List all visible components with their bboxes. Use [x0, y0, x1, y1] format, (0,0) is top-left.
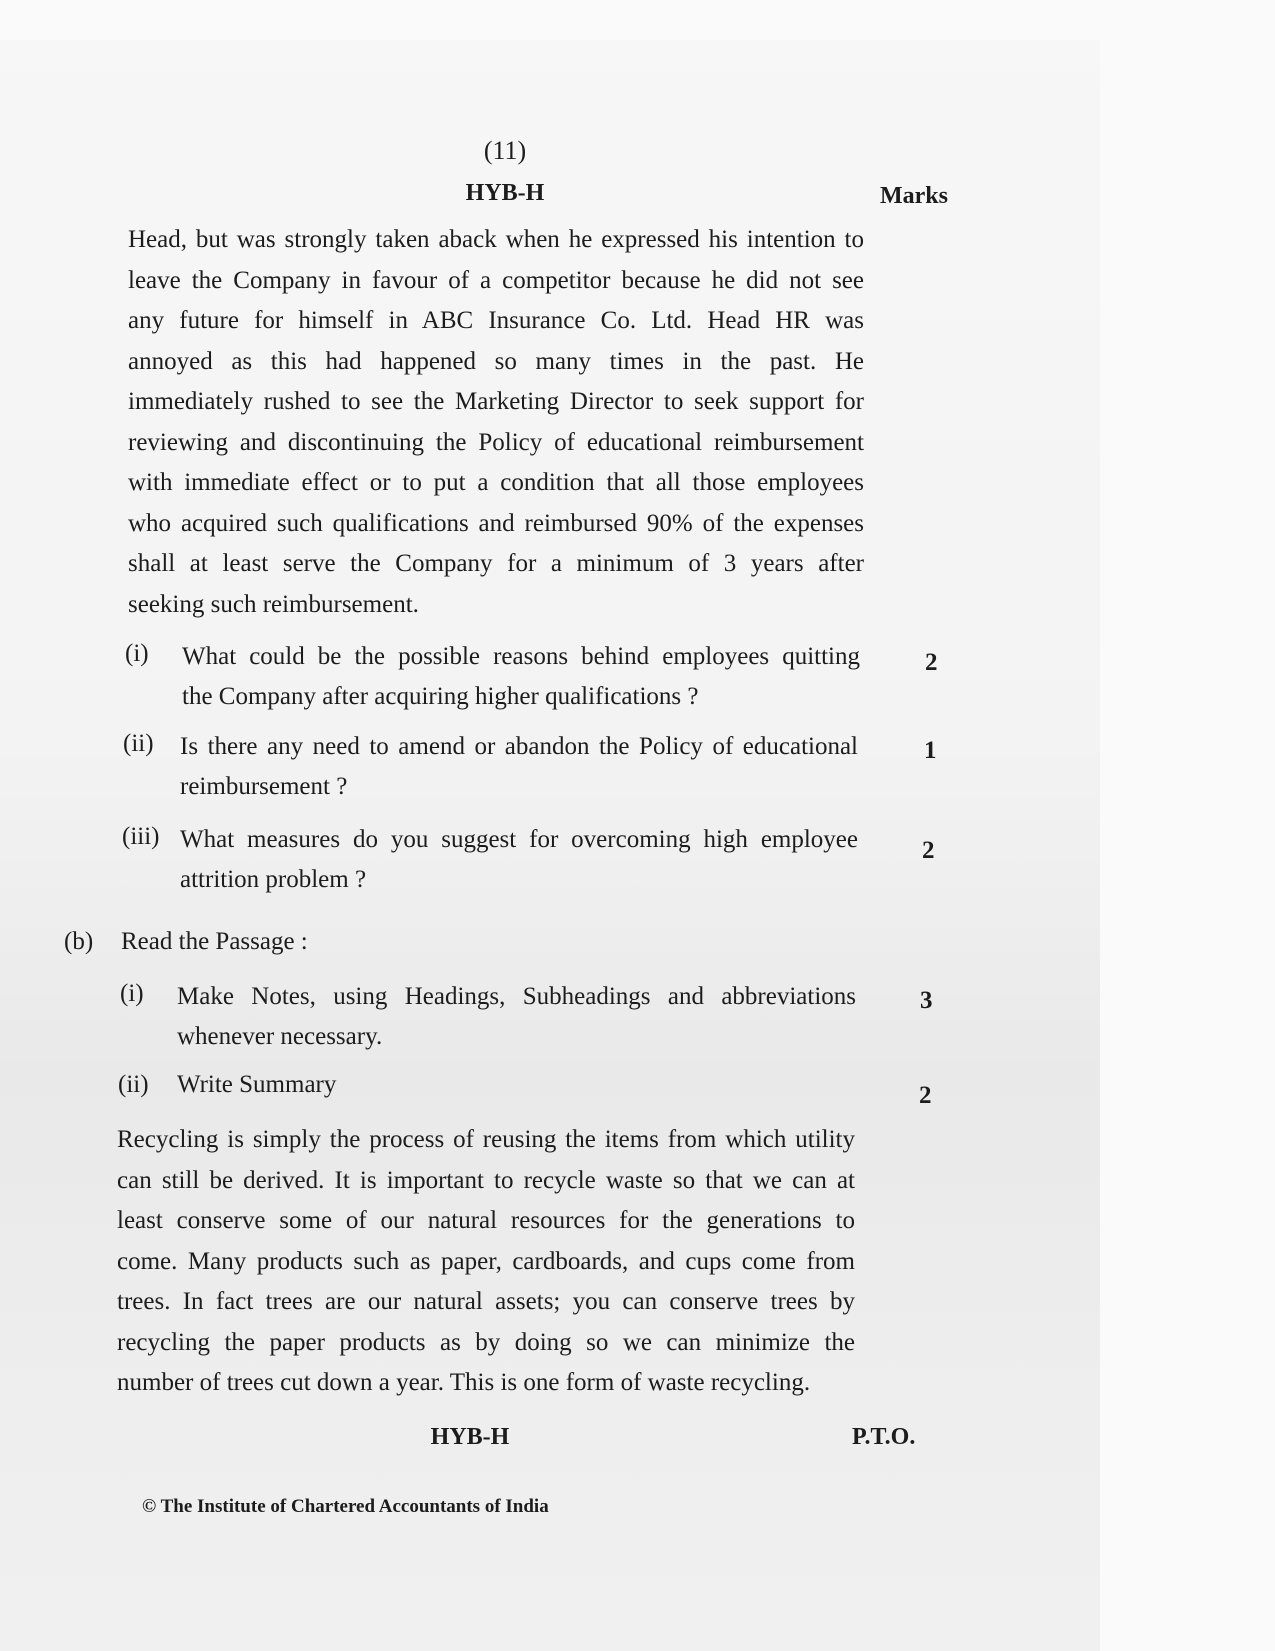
passage-line: can still be derived. It is important to recycle waste so that we can at	[117, 1166, 855, 1194]
question-number: (ii)	[118, 1071, 149, 1098]
case-passage	[128, 220, 864, 625]
recycling-passage	[117, 1120, 855, 1404]
passage-line: come. Many products such as paper, cardboards, and cups come from	[117, 1247, 855, 1275]
question-text: Make Notes, using Headings, Subheadings and abbreviations whenever necessary.	[177, 983, 856, 1050]
passage-line: any future for himself in ABC Insurance Co. Ltd. Head HR was	[128, 307, 864, 334]
question-marks: 3	[920, 987, 933, 1014]
question-text: What measures do you suggest for overcoming high employee attrition problem ?	[180, 826, 858, 893]
question-marks: 2	[922, 837, 935, 864]
question-text: Write Summary	[177, 1071, 337, 1098]
paper-code-footer: HYB-H	[430, 1424, 510, 1450]
page-number: (11)	[483, 136, 527, 165]
passage-line: reviewing and discontinuing the Policy of educational reimbursement	[128, 428, 864, 456]
scan-top-margin	[0, 0, 1275, 40]
question-number: (i)	[125, 640, 149, 667]
please-turn-over: P.T.O.	[852, 1424, 916, 1450]
question-number: (iii)	[122, 823, 160, 850]
question-number: (i)	[120, 980, 144, 1007]
part-label: (b)	[64, 928, 94, 955]
passage-line: Head, but was strongly taken aback when he expressed his intention to	[128, 226, 864, 253]
copyright-notice: © The Institute of Chartered Accountants of India	[142, 1496, 549, 1517]
question-text: What could be the possible reasons behind employees quitting the Company after acquiring higher qualifications ?	[182, 643, 860, 710]
passage-line: annoyed as this had happened so many times in the past. He	[128, 347, 864, 375]
passage-line: leave the Company in favour of a competitor because he did not see	[128, 266, 864, 294]
part-heading: Read the Passage :	[121, 928, 308, 955]
marks-column-label: Marks	[880, 183, 948, 209]
passage-line: least conserve some of our natural resources for the generations to	[117, 1207, 855, 1234]
question-text: Is there any need to amend or abandon the Policy of educational reimbursement ?	[180, 733, 858, 800]
question-marks: 2	[919, 1082, 932, 1109]
passage-line: seeking such reimbursement.	[128, 590, 419, 618]
paper-code-header: HYB-H	[465, 180, 545, 206]
passage-line: number of trees cut down a year. This is one form of waste recycling.	[117, 1369, 811, 1396]
question-number: (ii)	[123, 730, 154, 757]
passage-line: Recycling is simply the process of reusing the items from which utility	[117, 1126, 855, 1153]
passage-line: trees. In fact trees are our natural assets; you can conserve trees by	[117, 1288, 855, 1315]
question-marks: 1	[924, 737, 937, 764]
passage-line: with immediate effect or to put a condition that all those employees	[128, 469, 864, 496]
passage-line: who acquired such qualifications and reimbursed 90% of the expenses	[128, 509, 864, 537]
scan-right-margin	[1100, 40, 1275, 1651]
passage-line: shall at least serve the Company for a minimum of 3 years after	[128, 550, 864, 577]
passage-line: recycling the paper products as by doing so we can minimize the	[117, 1328, 855, 1356]
passage-line: immediately rushed to see the Marketing Director to seek support for	[128, 388, 864, 415]
question-marks: 2	[925, 649, 938, 676]
